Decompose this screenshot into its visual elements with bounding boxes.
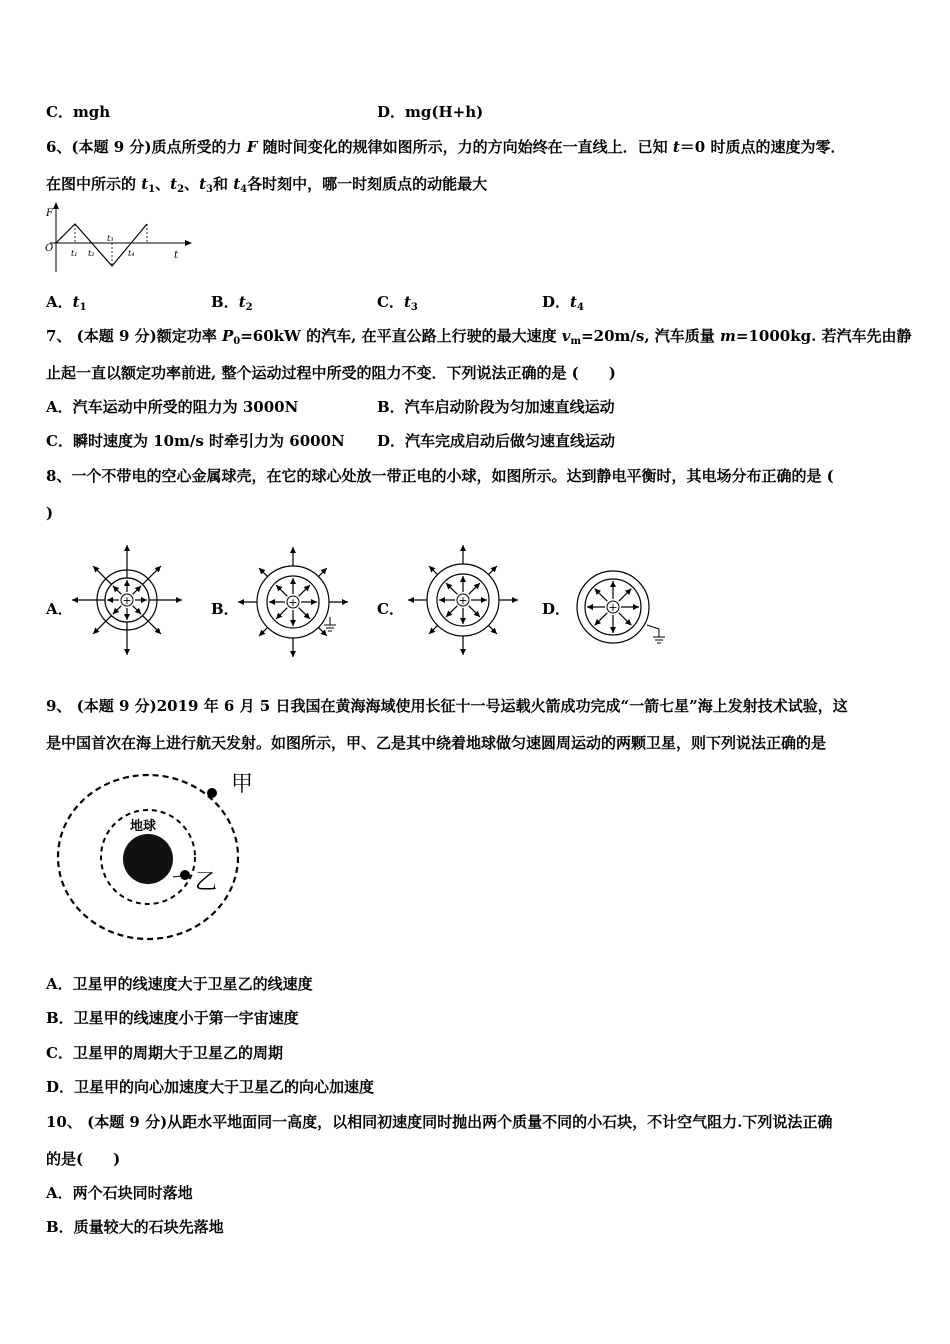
plus-sign: +: [608, 601, 618, 614]
field-arrow-outer: [290, 638, 296, 657]
field-arrow-outer: [318, 627, 326, 635]
satellite-jia: [207, 788, 217, 798]
q10-option-a: A．两个石块同时落地: [46, 1184, 193, 1202]
graph-label-t4: t₄: [128, 249, 135, 258]
field-arrow-outer: [143, 616, 161, 634]
field-arrow-inner: [113, 586, 121, 594]
q10-stem-line1: 10、 (本题 9 分)从距水平地面同一高度，以相同初速度同时抛出两个质量不同的小石块，不计空气阻力.下列说法正确: [46, 1113, 833, 1131]
q8-stem-line1: 8、一个不带电的空心金属球壳，在它的球心处放一带正电的小球，如图所示。达到静电平衡时，其电场分布正确的是 (: [46, 467, 834, 485]
field-arrow-inner: [446, 583, 457, 594]
field-arrow-inner: [587, 604, 605, 610]
q8-option-d: D．: [542, 600, 571, 618]
q8-option-c: C．: [377, 600, 404, 618]
ground-symbol: [324, 617, 336, 631]
field-arrow-outer: [460, 636, 466, 655]
field-arrow-inner: [290, 610, 296, 626]
field-arrow-inner: [610, 581, 616, 599]
q6-option-d: D．$t_4$: [542, 293, 584, 313]
field-diagram-b: [238, 545, 348, 655]
field-arrow-inner: [621, 604, 639, 610]
field-arrow-inner: [276, 585, 287, 596]
field-arrow-inner: [471, 597, 487, 603]
field-arrow-outer: [149, 597, 182, 603]
q7-option-b: B．汽车启动阶段为匀加速直线运动: [377, 398, 615, 416]
field-arrow-inner: [460, 608, 466, 624]
field-arrow-outer: [499, 597, 518, 603]
field-arrow-outer: [429, 566, 437, 574]
satellite-yi-label: 乙: [195, 869, 218, 894]
earth-label: 地球: [130, 818, 157, 833]
field-arrow-outer: [238, 599, 257, 605]
field-arrow-inner: [595, 613, 608, 626]
field-arrow-inner: [124, 608, 130, 620]
plus-sign: +: [288, 596, 298, 609]
field-arrow-outer: [429, 625, 437, 633]
field-arrow-outer: [318, 568, 326, 576]
q9-option-d: D．卫星甲的向心加速度大于卫星乙的向心加速度: [46, 1078, 375, 1096]
q6-stem-line2: 在图中所示的 $t_1$、$t_2$、$t_3$和 $t_4$各时刻中，哪一时刻质点的动能最大: [46, 175, 488, 195]
field-arrow-inner: [301, 599, 317, 605]
graph-label-t: t: [174, 250, 179, 261]
field-diagram-a: [72, 545, 182, 655]
field-arrow-inner: [610, 615, 616, 633]
q6-stem-line1: 6、(本题 9 分)质点所受的力 F 随时间变化的规律如图所示，力的方向始终在一直线上．已知 t＝0 时质点的速度为零．: [46, 138, 846, 156]
q6-option-a: A．$t_1$: [46, 293, 87, 313]
q9-option-a: A．卫星甲的线速度大于卫星乙的线速度: [46, 975, 313, 993]
satellite-jia-label: 甲: [231, 771, 254, 796]
field-arrow-outer: [488, 566, 496, 574]
field-arrow-inner: [619, 613, 632, 626]
field-diagram-d: [563, 555, 673, 655]
q9-option-b: B．卫星甲的线速度小于第一宇宙速度: [46, 1009, 299, 1027]
q7-option-a: A．汽车运动中所受的阻力为 3000N: [46, 398, 299, 416]
q8-stem-line2: ): [46, 504, 54, 522]
graph-label-t3: t₃: [107, 234, 114, 243]
field-arrow-inner: [460, 576, 466, 592]
q7-stem-line2: 止起一直以额定功率前进, 整个运动过程中所受的阻力不变．下列说法正确的是 ( ): [46, 364, 616, 382]
ground-symbol: [653, 629, 665, 643]
field-arrow-outer: [259, 627, 267, 635]
field-arrow-inner: [290, 578, 296, 594]
field-arrow-outer: [124, 545, 130, 578]
graph-label-f: F: [46, 208, 53, 219]
field-arrow-inner: [446, 606, 457, 617]
field-diagram-c: [408, 545, 518, 655]
q8-option-a: A．: [46, 600, 73, 618]
field-arrow-inner: [595, 589, 608, 602]
plus-sign: +: [458, 594, 468, 607]
field-arrow-inner: [124, 580, 130, 592]
field-arrow-inner: [439, 597, 455, 603]
field-arrow-inner: [133, 586, 141, 594]
field-arrow-inner: [269, 599, 285, 605]
earth-body: [123, 834, 173, 884]
field-arrow-inner: [276, 608, 287, 619]
q6-option-c: C．$t_3$: [377, 293, 418, 313]
force-time-graph: [40, 200, 200, 280]
q7-option-c: C．瞬时速度为 10m/s 时牵引力为 6000N: [46, 432, 345, 450]
field-arrow-outer: [290, 547, 296, 566]
field-arrow-outer: [72, 597, 105, 603]
field-arrow-inner: [299, 585, 310, 596]
field-arrow-inner: [469, 606, 480, 617]
field-arrow-outer: [93, 616, 111, 634]
graph-label-t2: t₂: [88, 249, 95, 258]
field-arrow-outer: [488, 625, 496, 633]
field-arrow-outer: [124, 622, 130, 655]
field-arrow-inner: [619, 589, 632, 602]
plus-sign: +: [122, 594, 132, 607]
graph-label-o: O: [45, 243, 54, 254]
field-arrow-inner: [135, 597, 147, 603]
q9-stem-line1: 9、 (本题 9 分)2019 年 6 月 5 日我国在黄海海域使用长征十一号运载火箭成功完成“一箭七星”海上发射技术试验，这: [46, 697, 848, 715]
graph-label-t1: t₁: [71, 249, 78, 258]
field-arrow-inner: [107, 597, 119, 603]
field-arrow-outer: [259, 568, 267, 576]
q8-option-b: B．: [211, 600, 239, 618]
q7-option-d: D．汽车完成启动后做匀速直线运动: [377, 432, 616, 450]
q10-option-b: B．质量较大的石块先落地: [46, 1218, 224, 1236]
q5-option-c: C．mgh: [46, 103, 111, 121]
q5-option-d: D．mg(H+h): [377, 103, 484, 121]
field-arrow-inner: [113, 606, 121, 614]
satellite-orbit-diagram: [50, 762, 270, 947]
field-arrow-inner: [299, 608, 310, 619]
field-arrow-outer: [329, 599, 348, 605]
field-arrow-outer: [408, 597, 427, 603]
q9-option-c: C．卫星甲的周期大于卫星乙的周期: [46, 1044, 283, 1062]
field-arrow-outer: [143, 566, 161, 584]
field-arrow-inner: [133, 606, 141, 614]
q7-stem-line1: 7、 (本题 9 分)额定功率 $P_0=60kW$ 的汽车, 在平直公路上行驶的最大速度 $v_m=20m/s$, 汽车质量 m=1000kg. 若汽车先由静: [46, 327, 912, 347]
satellite-yi: [180, 870, 190, 880]
field-arrow-outer: [460, 545, 466, 564]
q6-option-b: B．$t_2$: [211, 293, 253, 313]
q10-stem-line2: 的是( ): [46, 1150, 121, 1168]
field-arrow-inner: [469, 583, 480, 594]
field-arrow-outer: [93, 566, 111, 584]
q9-stem-line2: 是中国首次在海上进行航天发射。如图所示，甲、乙是其中绕着地球做匀速圆周运动的两颗卫星，则下列说法正确的是: [46, 734, 827, 752]
